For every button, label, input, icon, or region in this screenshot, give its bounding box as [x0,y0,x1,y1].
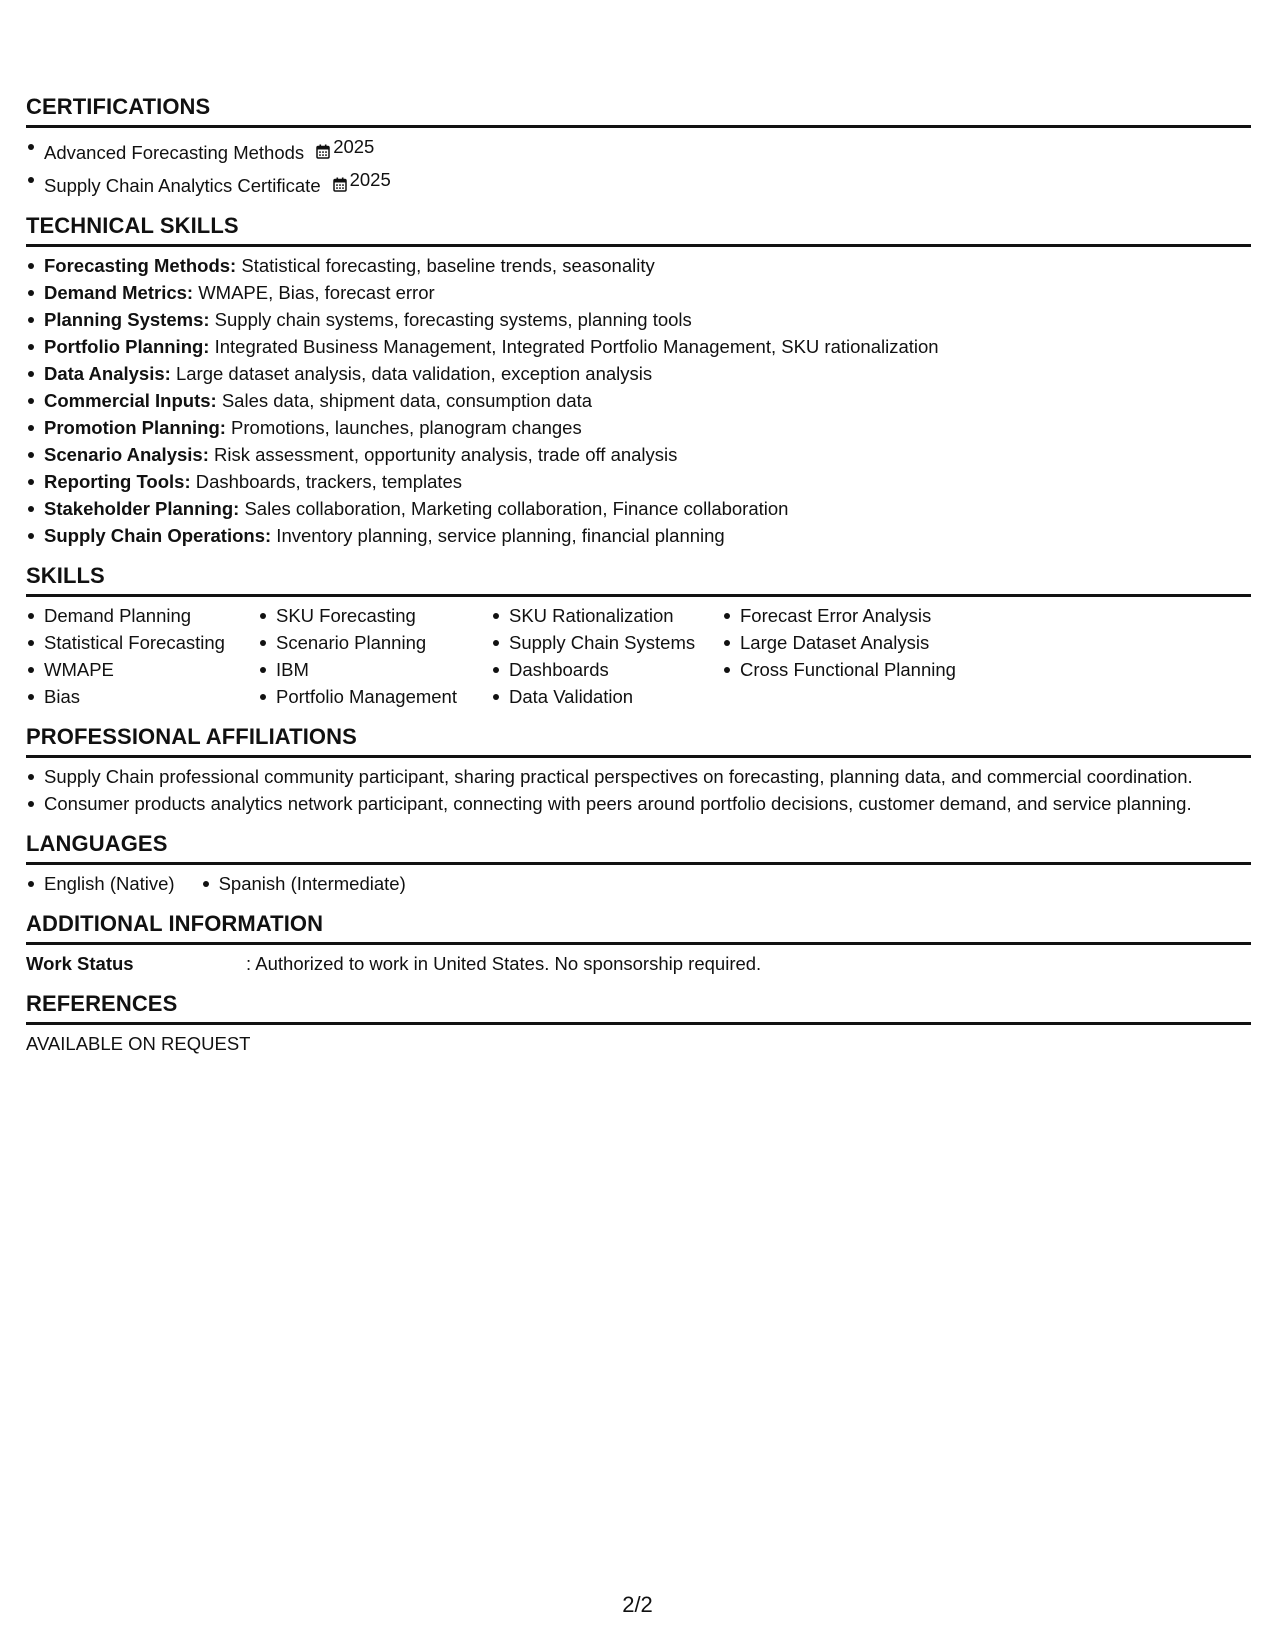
references-section [26,989,1251,1057]
affiliation-item: Supply Chain professional community participant, sharing practical perspectives on forecasting, planning data, and commercial coordination. [44,763,1251,790]
technical-skill-item [44,387,1251,414]
technical-skill-item [44,468,1251,495]
technical-skill-text: Sales collaboration, Marketing collaboration, Finance collaboration [239,498,789,519]
language-item: English (Native) [44,870,175,897]
technical-skill-item [44,522,1251,549]
skill-item: Dashboards [509,656,740,683]
skill-item: Statistical Forecasting [44,629,276,656]
section-title: CERTIFICATIONS [26,92,1251,128]
skill-item: Supply Chain Systems [509,629,740,656]
references-text: AVAILABLE ON REQUEST [26,1033,251,1054]
skill-item: Forecast Error Analysis [740,602,1000,629]
certifications-list [26,133,1251,199]
skill-item: Demand Planning [44,602,276,629]
technical-skill-label: Forecasting Methods: [44,255,237,276]
skills-column [509,602,740,710]
technical-skill-label: Data Analysis: [44,363,171,384]
affiliation-item: Consumer products analytics network participant, connecting with peers around portfolio decisions, customer demand, and service planning. [44,790,1251,817]
languages-section [26,829,1251,909]
technical-skill-label: Supply Chain Operations: [44,525,272,546]
certification-item [44,166,1251,199]
skill-item: SKU Forecasting [276,602,509,629]
section-title: PROFESSIONAL AFFILIATIONS [26,722,1251,758]
technical-skill-item [44,333,1251,360]
work-status-value: : Authorized to work in United States. No sponsorship required. [246,953,762,974]
technical-skill-item [44,360,1251,387]
technical-skill-label: Scenario Analysis: [44,444,209,465]
skill-item: Data Validation [509,683,740,710]
section-title: TECHNICAL SKILLS [26,211,1251,247]
skills-section [26,561,1251,722]
certification-date [333,166,391,193]
technical-skill-label: Planning Systems: [44,309,210,330]
technical-skill-label: Promotion Planning: [44,417,226,438]
certification-item [44,133,1251,166]
page-number: 2/2 [622,1592,653,1617]
certification-name: Supply Chain Analytics Certificate [44,175,321,196]
skill-item: WMAPE [44,656,276,683]
certification-date [316,133,374,160]
technical-skill-item [44,414,1251,441]
technical-skill-text: Large dataset analysis, data validation, exception analysis [170,363,653,384]
skills-column [44,602,276,710]
calendar-icon [316,139,330,154]
technical-skills-list [26,252,1251,549]
skill-item: IBM [276,656,509,683]
technical-skills-section [26,211,1251,561]
certification-year: 2025 [333,136,375,157]
affiliations-section [26,722,1251,829]
technical-skill-label: Commercial Inputs: [44,390,217,411]
technical-skill-label: Reporting Tools: [44,471,191,492]
skill-item: Portfolio Management [276,683,509,710]
skills-column [740,602,1000,710]
technical-skill-text: Promotions, launches, planogram changes [225,417,582,438]
languages-list [26,870,1251,897]
technical-skill-item [44,306,1251,333]
skill-item: Large Dataset Analysis [740,629,1000,656]
technical-skill-text: Integrated Business Management, Integrated Portfolio Management, SKU rationalization [209,336,939,357]
technical-skill-label: Demand Metrics: [44,282,194,303]
skill-item: SKU Rationalization [509,602,740,629]
skills-grid [26,602,1251,710]
technical-skill-label: Portfolio Planning: [44,336,210,357]
work-status-label: Work Status [26,953,134,974]
skill-item: Bias [44,683,276,710]
technical-skill-item [44,252,1251,279]
section-title: LANGUAGES [26,829,1251,865]
technical-skill-label: Stakeholder Planning: [44,498,240,519]
affiliations-list [26,763,1251,817]
additional-info-section [26,909,1251,989]
technical-skill-item [44,279,1251,306]
skills-column [276,602,509,710]
technical-skill-text: Statistical forecasting, baseline trends, seasonality [236,255,655,276]
skill-item: Cross Functional Planning [740,656,1000,683]
section-title: SKILLS [26,561,1251,597]
resume-page [26,92,1251,1057]
technical-skill-text: Inventory planning, service planning, financial planning [271,525,725,546]
technical-skill-text: Sales data, shipment data, consumption data [216,390,593,411]
technical-skill-text: Dashboards, trackers, templates [190,471,463,492]
language-item: Spanish (Intermediate) [219,870,406,897]
section-title: ADDITIONAL INFORMATION [26,909,1251,945]
technical-skill-text: Risk assessment, opportunity analysis, trade off analysis [208,444,678,465]
section-title: REFERENCES [26,989,1251,1025]
technical-skill-text: WMAPE, Bias, forecast error [193,282,435,303]
work-status-row [26,950,1251,977]
certification-year: 2025 [349,169,391,190]
technical-skill-item [44,495,1251,522]
technical-skill-item [44,441,1251,468]
skill-item: Scenario Planning [276,629,509,656]
calendar-icon [333,172,347,187]
certifications-section [26,92,1251,211]
certification-name: Advanced Forecasting Methods [44,142,305,163]
technical-skill-text: Supply chain systems, forecasting systems, planning tools [209,309,692,330]
